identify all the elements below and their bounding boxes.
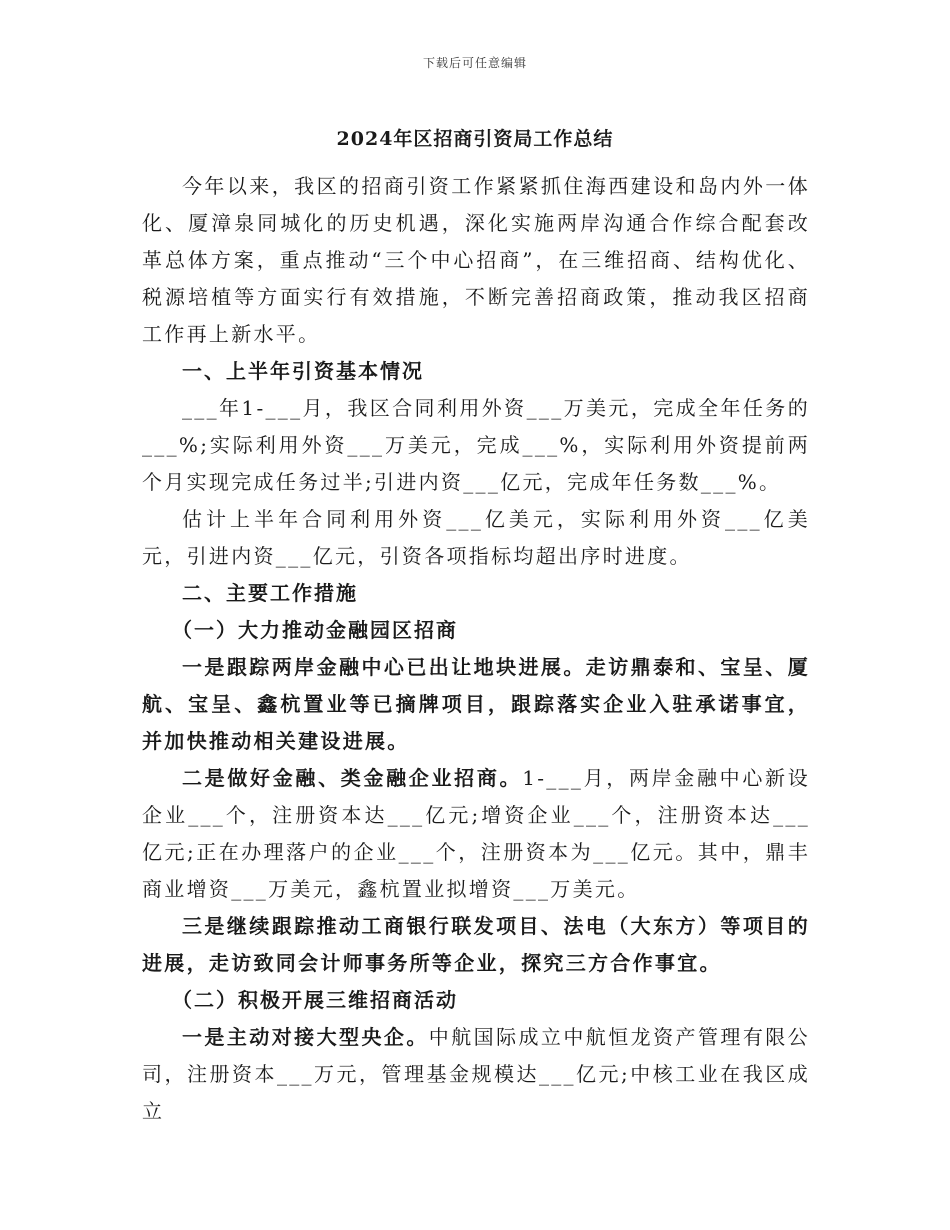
sub1-paragraph-1: 一是跟踪两岸金融中心已出让地块进展。走访鼎泰和、宝呈、厦航、宝呈、鑫杭置业等已摘牌项目，跟踪落实企业入驻承诺事宜，并加快推动相关建设进展。 [142,655,810,753]
sub2-paragraph-1-rest: 中航国际成立中航恒龙资产管理有限公司，注册资本___万元，管理基金规模达___亿元;中核工业在我区成立 [142,1025,810,1123]
sub2-paragraph-1-lead: 一是主动对接大型央企。 [182,1025,429,1049]
sub2-paragraph-1 [142,1019,810,1130]
section-heading-1: 一、上半年引资基本情况 [182,359,424,383]
sub1-paragraph-2 [142,760,810,908]
subsection-heading-2: （二）积极开展三维招商活动 [172,988,458,1012]
section-heading-2: 二、主要工作措施 [182,581,358,605]
sub1-paragraph-3: 三是继续跟踪推动工商银行联发项目、法电（大东方）等项目的进展，走访致同会计师事务所等企业，探究三方合作事宜。 [142,914,810,975]
section1-paragraph-2: 估计上半年合同利用外资___亿美元，实际利用外资___亿美元，引进内资___亿元，引资各项指标均超出序时进度。 [142,507,810,568]
sub1-paragraph-2-rest: 1-___月，两岸金融中心新设企业___个，注册资本达___亿元;增资企业___个，注册资本达___亿元;正在办理落户的企业___个，注册资本为___亿元。其中，鼎丰商业增资___万美元，鑫杭置业拟增资___万美元。 [142,766,811,901]
section1-paragraph-1: ___年1-___月，我区合同利用外资___万美元，完成全年任务的___%;实际利用外资___万美元，完成___%，实际利用外资提前两个月实现完成任务过半;引进内资___亿元，完成年任务数___%。 [142,396,810,494]
intro-paragraph: 今年以来，我区的招商引资工作紧紧抓住海西建设和岛内外一体化、厦漳泉同城化的历史机遇，深化实施两岸沟通合作综合配套改革总体方案，重点推动“三个中心招商”，在三维招商、结构优化、税源培植等方面实行有效措施，不断完善招商政策，推动我区招商工作再上新水平。 [142,174,810,346]
subsection-heading-1: （一）大力推动金融园区招商 [172,618,458,642]
sub1-paragraph-2-lead: 二是做好金融、类金融企业招商。 [182,766,523,790]
document-title: 2024年区招商引资局工作总结 [336,128,614,150]
header-note: 下载后可任意编辑 [422,56,527,70]
document-body [142,168,810,1130]
